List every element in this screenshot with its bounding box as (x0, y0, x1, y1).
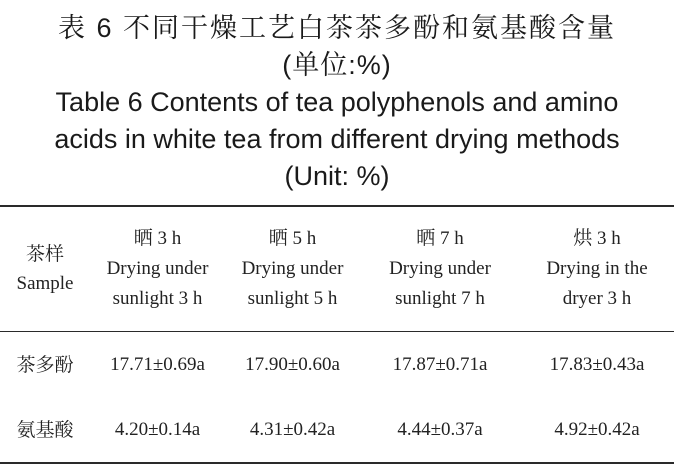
table-cell: 4.20±0.14a (114, 418, 201, 440)
table-cell: 4.92±0.42a (554, 418, 640, 440)
header-sun-3h-cn: 晒 3 h (133, 228, 182, 249)
row-label-polyphenols: 茶多酚 (16, 353, 74, 376)
table-row (0, 332, 674, 397)
header-dryer-3h-en1: Drying in the (546, 258, 648, 279)
header-sun-3h-en2: sunlight 3 h (112, 288, 203, 309)
header-sun-3h (90, 224, 225, 314)
header-sun-7h-en2: sunlight 7 h (395, 288, 485, 309)
table-cell: 4.44±0.37a (397, 418, 483, 440)
table-cell: 17.87±0.71a (392, 353, 488, 375)
header-sun-5h-cn: 晒 5 h (268, 228, 317, 249)
caption-en-unit: (Unit: %) (284, 161, 390, 191)
data-table (0, 205, 674, 464)
header-sun-7h (360, 224, 520, 314)
table-cell: 17.90±0.60a (245, 353, 340, 375)
table-cell: 17.83±0.43a (549, 353, 645, 375)
table-header-row (0, 207, 674, 331)
row-label-amino-acids: 氨基酸 (16, 418, 74, 441)
header-sun-5h-en2: sunlight 5 h (247, 288, 338, 309)
header-sun-5h (225, 224, 360, 314)
table-row (0, 397, 674, 462)
header-sample-cn: 茶样 (25, 243, 64, 265)
caption-en-title-line2: acids in white tea from different drying methods (54, 124, 620, 154)
bottom-rule (0, 462, 674, 464)
header-sun-7h-cn: 晒 7 h (416, 228, 464, 249)
table-cell: 17.71±0.69a (110, 353, 205, 375)
header-sun-3h-en1: Drying under (106, 258, 209, 279)
caption-cn-unit: (单位:%) (282, 50, 392, 80)
header-dryer-3h (520, 224, 674, 314)
table-cell: 4.31±0.42a (249, 418, 336, 440)
caption-cn-title: 表 6 不同干燥工艺白茶茶多酚和氨基酸含量 (57, 13, 617, 43)
header-sun-7h-en1: Drying under (389, 258, 491, 279)
header-sun-5h-en1: Drying under (241, 258, 344, 279)
header-sample (0, 239, 90, 299)
table-caption (0, 10, 674, 195)
header-dryer-3h-en2: dryer 3 h (562, 288, 632, 309)
caption-en-title-line1: Table 6 Contents of tea polyphenols and amino (55, 87, 619, 117)
header-dryer-3h-cn: 烘 3 h (573, 228, 621, 249)
header-sample-en: Sample (16, 273, 74, 294)
